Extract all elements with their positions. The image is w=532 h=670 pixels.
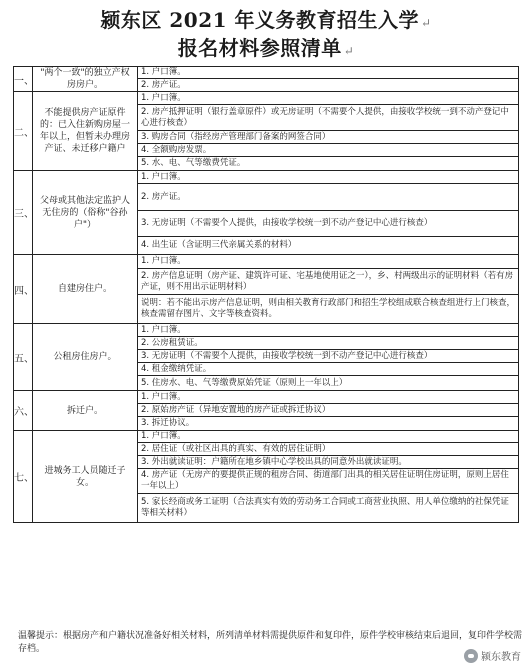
page-title-line1: 颍东区 2021 年义务教育招生入学 ↵ — [100, 8, 432, 32]
material-item: 说明：若不能出示房产信息证明，则由相关教育行政部门和招生学校组成联合核查组进行上门核查，核查需留存图片、文字等核查资料。 — [138, 295, 519, 324]
table-row — [14, 255, 519, 269]
section-category: "两个一致"的独立产权房房户。 — [33, 67, 138, 92]
section-number: 一、 — [14, 67, 33, 92]
material-item: 5. 家长经商或务工证明（合法真实有效的劳动务工合同或工商营业执照、用人单位缴纳的社保凭证等相关材料） — [138, 494, 519, 523]
material-item: 1. 户口簿。 — [138, 255, 519, 269]
table-row — [14, 171, 519, 184]
section-number: 七、 — [14, 431, 33, 523]
material-item: 3. 无房证明（不需要个人提供，由接收学校统一到不动产登记中心进行核查） — [138, 211, 519, 237]
material-item: 5. 水、电、气等缴费凭证。 — [138, 157, 519, 171]
materials-table — [13, 66, 519, 523]
material-item: 4. 全额购房发票。 — [138, 144, 519, 157]
material-item: 2. 房产信息证明（房产证、建筑许可证、宅基地使用证之一），乡、村两级出示的证明材料（若有房产证，则不用出示证明材料） — [138, 269, 519, 295]
material-item: 1. 户口簿。 — [138, 171, 519, 184]
material-item: 2. 公房租赁证。 — [138, 337, 519, 350]
table-row — [14, 324, 519, 337]
material-item: 3. 购房合同（指经房产管理部门备案的网签合同） — [138, 131, 519, 144]
section-number: 四、 — [14, 255, 33, 324]
footer-tip: 温馨提示：根据房产和户籍状况准备好相关材料，所列清单材料需提供原件和复印件，原件学校审核结束后退回，复印件学校需存档。 — [18, 631, 523, 654]
section-number: 五、 — [14, 324, 33, 391]
materials-table-body — [14, 67, 519, 523]
material-item: 2. 房产证。 — [138, 184, 519, 211]
table-row — [14, 67, 519, 79]
material-item: 3. 拆迁协议。 — [138, 417, 519, 431]
material-item: 2. 房产抵押证明（银行盖章原件）或无房证明（不需要个人提供，由接收学校统一到不动产登记中心进行核查） — [138, 105, 519, 131]
paragraph-mark-icon: ↵ — [421, 16, 432, 30]
section-category: 自建房住户。 — [33, 255, 138, 324]
material-item: 4. 租金缴纳凭证。 — [138, 363, 519, 376]
table-row — [14, 92, 519, 105]
wechat-account-icon — [464, 649, 478, 663]
watermark-text: 颍东教育 — [481, 652, 521, 663]
material-item: 2. 原始房产证（异地安置地的房产证或拆迁协议） — [138, 404, 519, 417]
material-item: 1. 户口簿。 — [138, 67, 519, 79]
section-number: 三、 — [14, 171, 33, 255]
paragraph-mark-icon: ↵ — [343, 44, 355, 58]
material-item: 2. 房产证。 — [138, 79, 519, 92]
material-item: 4. 出生证（含证明三代亲属关系的材料） — [138, 237, 519, 255]
watermark — [461, 647, 524, 664]
material-item: 3. 无房证明（不需要个人提供，由接收学校统一到不动产登记中心进行核查） — [138, 350, 519, 363]
material-item: 5. 住房水、电、气等缴费原始凭证（原则上一年以上） — [138, 376, 519, 391]
section-category: 不能提供房产证原件的：已入住新购房屋一年以上，但暂未办理房产证、未迁移户籍户 — [33, 92, 138, 171]
section-category: 父母或其他法定监护人无住房的（俗称"谷孙户"） — [33, 171, 138, 255]
section-category: 拆迁户。 — [33, 391, 138, 431]
material-item: 1. 户口簿。 — [138, 92, 519, 105]
material-item: 4. 房产证（无房产的要提供正规的租房合同、街道部门出具的相关居住证明住房证明，原则上居住一年以上） — [138, 469, 519, 494]
section-category: 公租房住房户。 — [33, 324, 138, 391]
material-item: 1. 户口簿。 — [138, 324, 519, 337]
material-item: 2. 居住证（或社区出具的真实、有效的居住证明） — [138, 443, 519, 456]
material-item: 1. 户口簿。 — [138, 431, 519, 443]
table-row — [14, 391, 519, 404]
section-category: 进城务工人员随迁子女。 — [33, 431, 138, 523]
table-row — [14, 431, 519, 443]
section-number: 二、 — [14, 92, 33, 171]
section-number: 六、 — [14, 391, 33, 431]
page-title-line2: 报名材料参照清单 ↵ — [177, 36, 355, 60]
material-item: 3. 外出就读证明：户籍所在地乡镇中心学校出具的同意外出就读证明。 — [138, 456, 519, 469]
material-item: 1. 户口簿。 — [138, 391, 519, 404]
